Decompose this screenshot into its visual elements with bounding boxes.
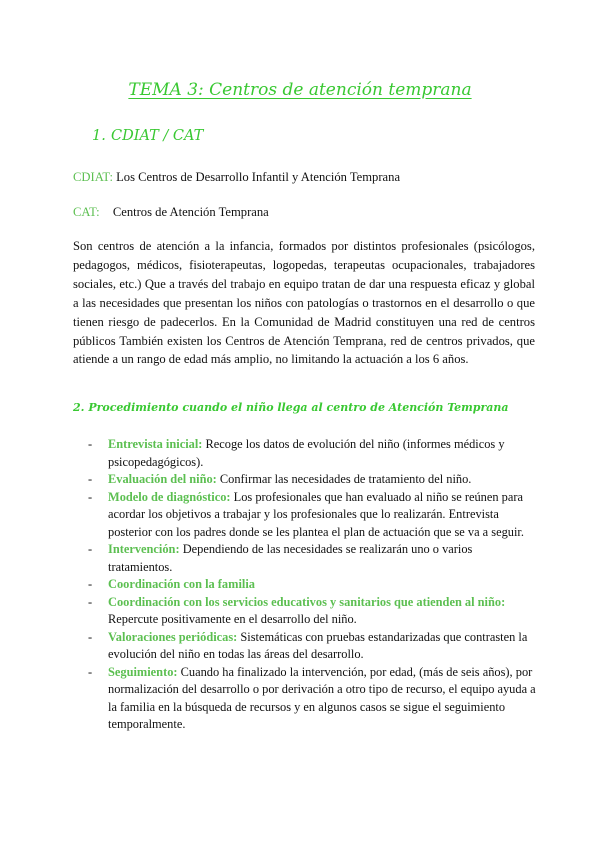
item-label: Valoraciones periódicas: bbox=[108, 629, 238, 644]
item-label: Coordinación con los servicios educativos y sanitarios que atienden al niño: bbox=[108, 594, 506, 609]
section-1-number: 1. bbox=[92, 128, 106, 144]
list-item bbox=[88, 471, 536, 489]
section-2-heading: 2. Procedimiento cuando el niño llega al centro de Atención Temprana bbox=[73, 401, 509, 414]
section-1-heading bbox=[92, 128, 203, 144]
list-item bbox=[88, 489, 536, 542]
definition-text: Los Centros de Desarrollo Infantil y Atención Temprana bbox=[116, 170, 401, 184]
item-text: Repercute positivamente en el desarrollo del niño. bbox=[108, 612, 357, 626]
item-text: Dependiendo de las necesidades se realizarán uno o varios tratamientos. bbox=[108, 542, 473, 574]
definition-cdiat bbox=[73, 170, 400, 185]
section-1-title: CDIAT / CAT bbox=[111, 128, 204, 144]
procedure-list bbox=[88, 436, 536, 734]
list-item bbox=[88, 576, 536, 594]
definition-label: CAT: bbox=[73, 205, 100, 219]
intro-paragraph: Son centros de atención a la infancia, formados por distintos profesionales (psicólogos, pedagogos, médicos, fisioterapeutas, logopedas, terapeutas ocupacionales, trabajadores sociales, etc.) Que a través del trabajo en equipo tratan de dar una respuesta eficaz y global a las necesidades que presentan los niños con patologías o trastornos en el desarrollo o que tienen riesgo de padecerlos. En la Comunidad de Madrid constituyen una red de centros públicos También existen los Centros de Atención Temprana, red de centros privados, que atiende a un rango de edad más amplio, no limitando la actuación a los 6 años. bbox=[73, 239, 535, 367]
item-label: Evaluación del niño: bbox=[108, 472, 217, 486]
item-text: Sistemáticas con pruebas estandarizadas que contrasten la evolución del niño en todas las áreas del desarrollo. bbox=[108, 629, 528, 661]
list-item bbox=[88, 594, 536, 629]
item-label: Modelo de diagnóstico: bbox=[108, 489, 231, 504]
document-title: TEMA 3: Centros de atención temprana bbox=[128, 80, 472, 100]
item-text: Recoge los datos de evolución del niño (informes médicos y psicopedagógicos). bbox=[108, 437, 505, 469]
item-text: Los profesionales que han evaluado al niño se reúnen para acordar los objetivos a trabajar y los profesionales que lo realizarán. Entrevista posterior con los padres donde se les plantea el plan de actuación que se va a seguir. bbox=[108, 489, 524, 539]
list-item bbox=[88, 541, 536, 576]
item-text: Confirmar las necesidades de tratamiento del niño. bbox=[216, 472, 472, 486]
list-item bbox=[88, 664, 536, 734]
item-label: Coordinación con la familia bbox=[108, 577, 255, 591]
list-item bbox=[88, 629, 536, 664]
definition-label: CDIAT: bbox=[73, 170, 113, 184]
definition-cat bbox=[73, 205, 269, 220]
item-label: Seguimiento: bbox=[108, 664, 178, 679]
list-item bbox=[88, 436, 536, 471]
item-text: Cuando ha finalizado la intervención, por edad, (más de seis años), por normalización del desarrollo o por derivación a otro tipo de recurso, el equipo ayuda a la familia en la búsqueda de recursos y en algunos casos se sigue el seguimiento temporalmente. bbox=[108, 664, 536, 731]
item-label: Entrevista inicial: bbox=[108, 437, 203, 451]
definition-text: Centros de Atención Temprana bbox=[112, 205, 269, 219]
item-label: Intervención: bbox=[108, 542, 180, 556]
